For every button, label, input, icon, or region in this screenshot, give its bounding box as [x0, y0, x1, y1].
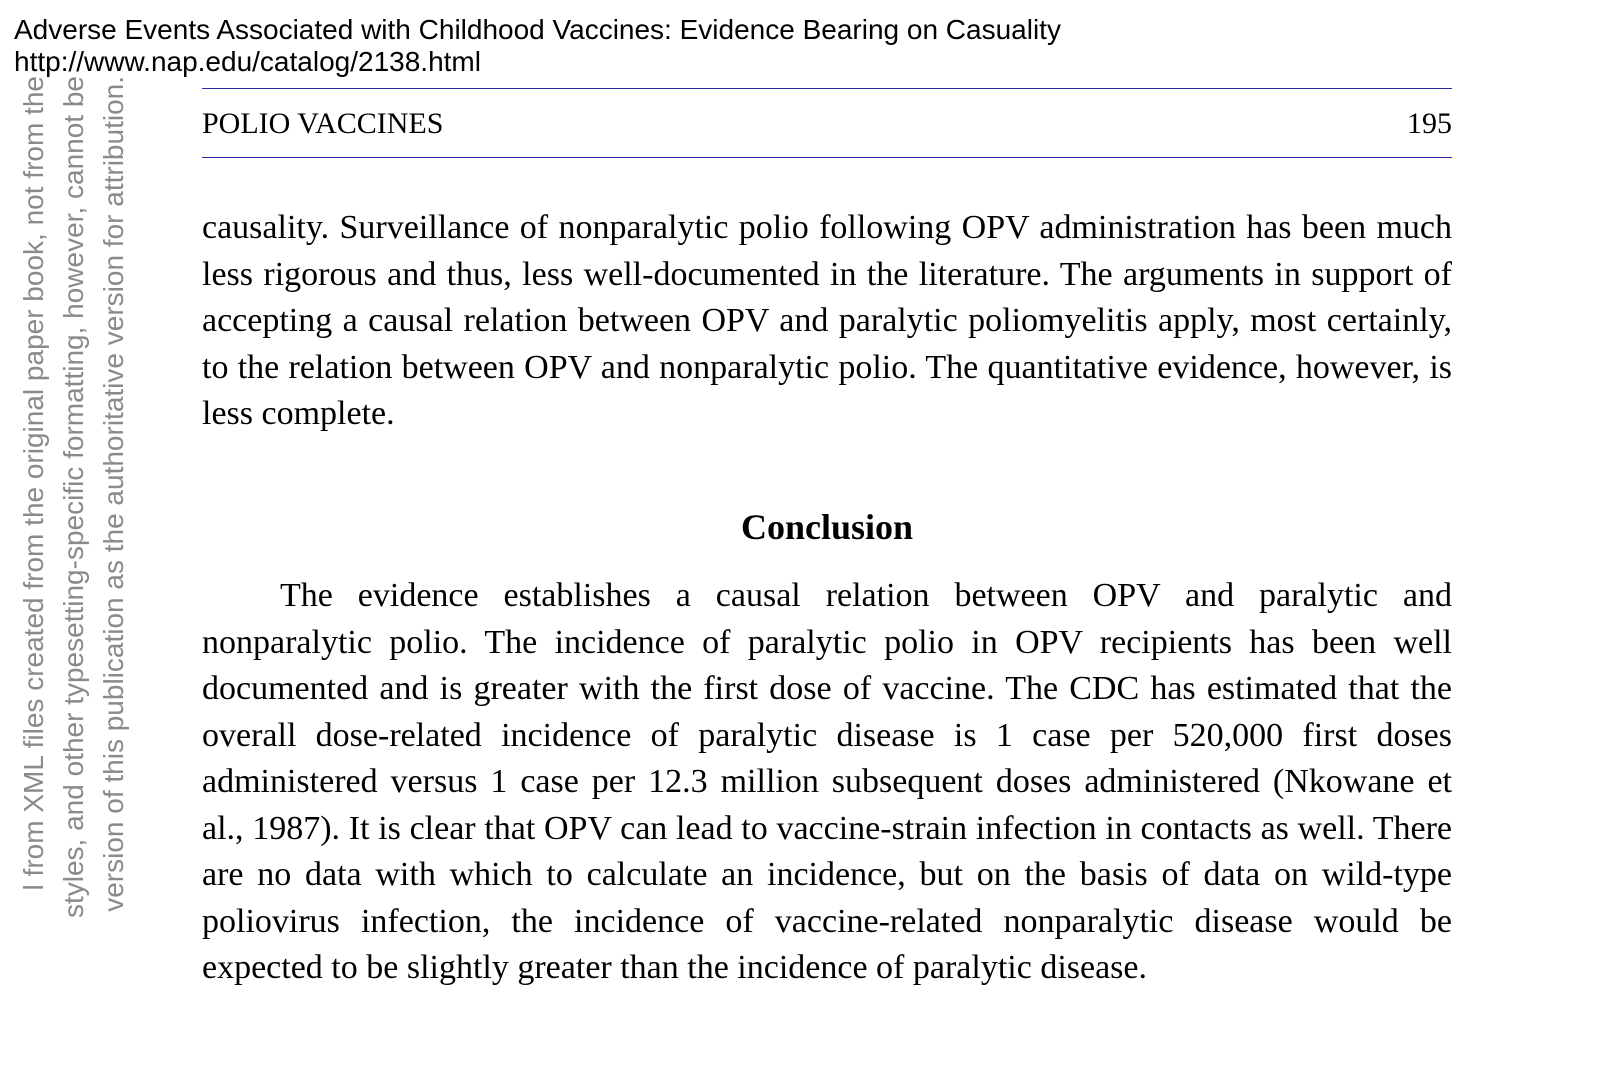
- header-rule-bottom: [202, 157, 1452, 158]
- page-number: 195: [1407, 107, 1452, 140]
- side-note-line-2: styles, and other typesetting-specific formatting, however, cannot be: [58, 76, 89, 919]
- source-url[interactable]: http://www.nap.edu/catalog/2138.html: [14, 46, 481, 77]
- section-heading-conclusion: Conclusion: [740, 507, 914, 547]
- running-head: [202, 106, 1452, 142]
- paragraph-conclusion: The evidence establishes a causal relation between OPV and paralytic and nonparalytic polio. The incidence of paralytic polio in OPV recipients has been well documented and is greater with the first dose of vaccine. The CDC has estimated that the overall dose-related incidence of paralytic disease is 1 case per 520,000 first doses administered versus 1 case per 12.3 million subsequent doses administered (Nkowane et al., 1987). It is clear that OPV can lead to vaccine-strain infection in contacts as well. There are no data with which to calculate an incidence, but on the basis of data on wild-type poliovirus infection, the incidence of vaccine-related nonparalytic disease would be expected to be slightly greater than the incidence of paralytic disease.: [202, 577, 1452, 986]
- source-title: Adverse Events Associated with Childhood Vaccines: Evidence Bearing on Casuality: [14, 14, 1061, 45]
- side-copyright-note: [14, 76, 134, 1076]
- side-note-line-3: version of this publication as the authoritative version for attribution.: [98, 76, 129, 912]
- chapter-title: POLIO VACCINES: [202, 107, 444, 140]
- paragraph-causality: causality. Surveillance of nonparalytic polio following OPV administration has been much less rigorous and thus, less well-documented in the literature. The arguments in support of accepting a causal relation between OPV and paralytic poliomyelitis apply, most certainly, to the relation between OPV and nonparalytic polio. The quantitative evidence, however, is less complete.: [202, 209, 1452, 432]
- side-note-line-1: l from XML files created from the original paper book, not from the: [18, 76, 49, 891]
- source-header: [14, 14, 1061, 78]
- header-rule-top: [202, 88, 1452, 89]
